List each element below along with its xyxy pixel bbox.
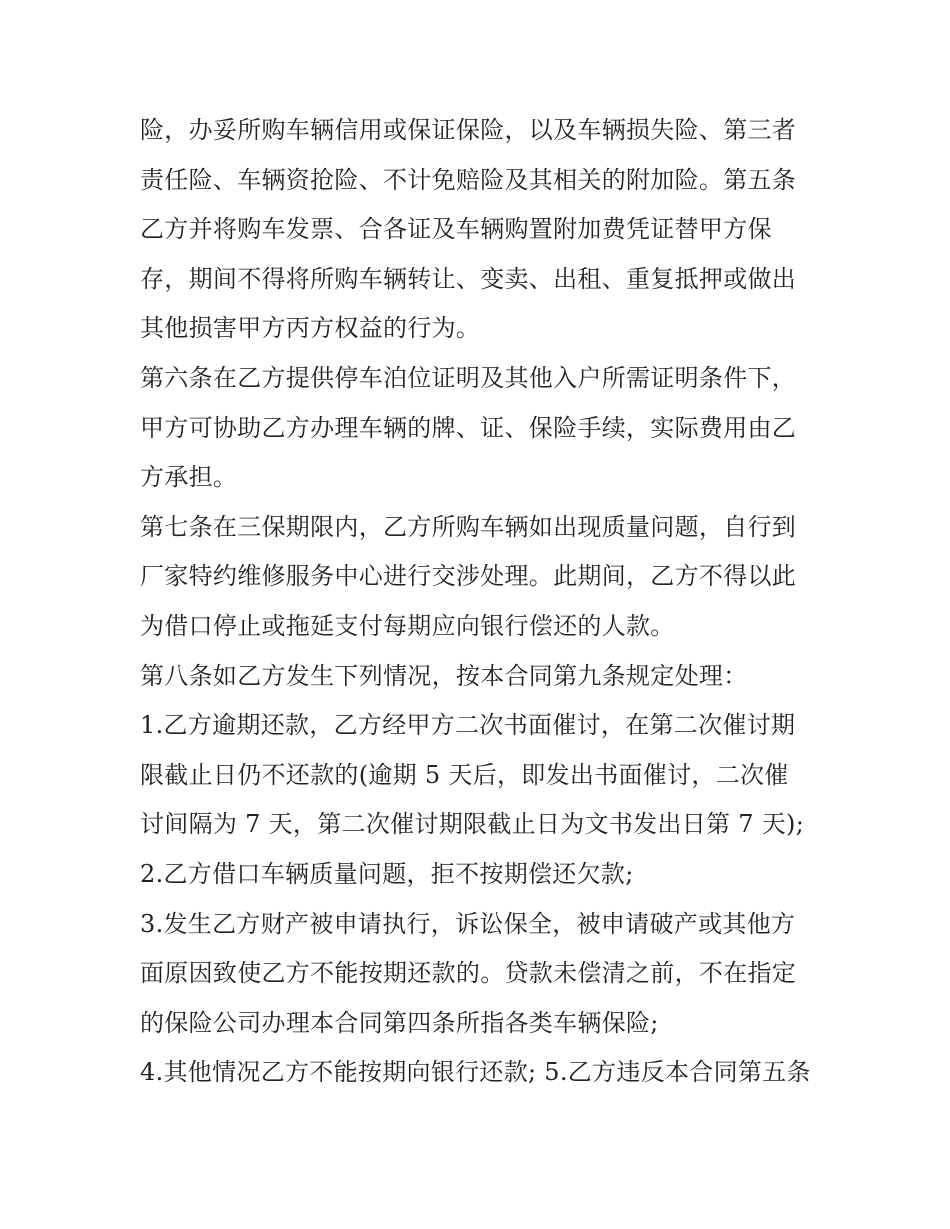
paragraph-continued-clause	[140, 106, 820, 354]
text-line: 存，期间不得将所购车辆转让、变卖、出租、重复抵押或做出	[140, 264, 797, 293]
text-line: 第八条如乙方发生下列情况，按本合同第九条规定处理：	[140, 661, 748, 690]
text-line: 险，办妥所购车辆信用或保证保险，以及车辆损失险、第三者	[140, 116, 797, 144]
text-line: 其他损害甲方丙方权益的行为。	[140, 314, 481, 343]
text-line: 讨间隔为 7 天，第二次催讨期限截止日为文书发出日第 7 天);	[140, 810, 805, 839]
text-line: 面原因致使乙方不能按期还款的。贷款未偿清之前，不在指定	[140, 959, 797, 988]
text-line: 责任险、车辆资抢险、不计免赔险及其相关的附加险。第五条	[140, 165, 797, 194]
text-line: 第七条在三保期限内，乙方所购车辆如出现质量问题，自行到	[140, 512, 797, 541]
text-line: 甲方可协助乙方办理车辆的牌、证、保险手续，实际费用由乙	[140, 413, 797, 442]
text-line: 3.发生乙方财产被申请执行，诉讼保全，被申请破产或其他方	[140, 909, 796, 938]
text-line: 1.乙方逾期还款，乙方经甲方二次书面催讨，在第二次催讨期	[140, 711, 796, 740]
text-line: 2.乙方借口车辆质量问题，拒不按期偿还欠款;	[140, 859, 634, 888]
text-line: 厂家特约维修服务中心进行交涉处理。此期间，乙方不得以此	[140, 562, 797, 591]
paragraph-article-8	[140, 652, 820, 702]
list-item-2	[140, 850, 820, 900]
text-line: 第六条在乙方提供停车泊位证明及其他入户所需证明条件下，	[140, 363, 797, 392]
text-line: 限截止日仍不还款的(逾期 5 天后，即发出书面催讨，二次催	[140, 760, 789, 789]
list-item-4-5	[140, 1048, 820, 1098]
list-item-1	[140, 701, 820, 850]
document-body	[140, 106, 820, 1098]
text-line: 4.其他情况乙方不能按期向银行还款; 5.乙方违反本合同第五条	[140, 1058, 811, 1087]
list-item-3	[140, 900, 820, 1049]
text-line: 乙方并将购车发票、合各证及车辆购置附加费凭证替甲方保	[140, 215, 772, 244]
paragraph-article-7	[140, 503, 820, 652]
text-line: 方承担。	[140, 463, 238, 492]
text-line: 的保险公司办理本合同第四条所指各类车辆保险;	[140, 1008, 659, 1037]
text-line: 为借口停止或拖延支付每期应向银行偿还的人款。	[140, 611, 675, 640]
paragraph-article-6	[140, 354, 820, 503]
